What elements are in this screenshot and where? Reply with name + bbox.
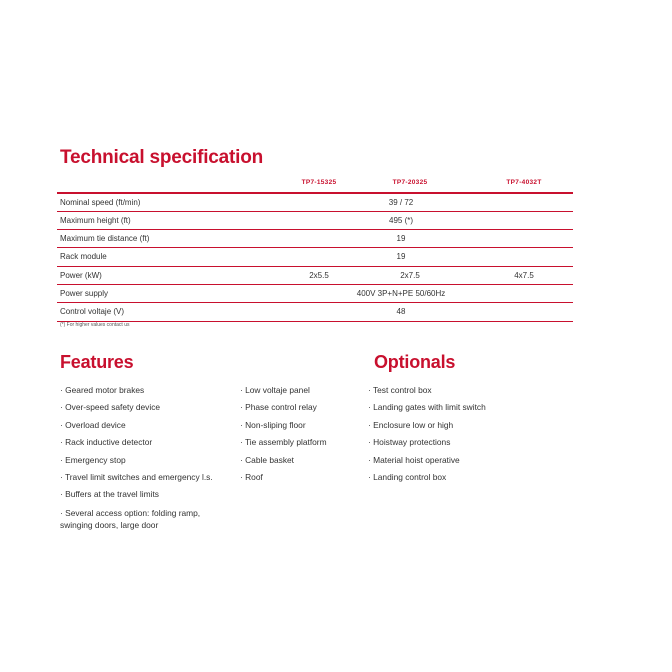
- row-value: 400V 3P+N+PE 50/60Hz: [356, 288, 446, 298]
- row-value: 19: [396, 234, 406, 244]
- list-item: · Buffers at the travel limits: [60, 489, 159, 500]
- list-item: · Cable basket: [240, 454, 294, 465]
- list-item: · Roof: [240, 471, 263, 482]
- row-label: Control voltaje (V): [60, 307, 125, 317]
- list-item: · Travel limit switches and emergency l.s.: [60, 471, 213, 482]
- list-item: · Landing gates with limit switch: [368, 402, 486, 413]
- list-item: · Material hoist operative: [368, 454, 460, 465]
- list-item: · Rack inductive detector: [60, 437, 153, 448]
- list-item: · Non-sliping floor: [240, 419, 306, 430]
- list-item: · Emergency stop: [60, 454, 126, 465]
- page-title: Technical specification: [60, 147, 264, 168]
- row-value: 48: [396, 307, 406, 317]
- list-item: · Phase control relay: [240, 402, 317, 413]
- list-item: · Tie assembly platform: [240, 437, 327, 448]
- features-title: Features: [60, 352, 134, 372]
- list-item: · Test control box: [368, 385, 432, 395]
- optionals-title: Optionals: [374, 352, 456, 372]
- list-item: · Enclosure low or high: [368, 419, 454, 430]
- table-row: [57, 248, 573, 266]
- list-item: · Geared motor brakes: [60, 385, 145, 395]
- row-value: 2x7.5: [400, 270, 420, 280]
- row-value: 495 (*): [388, 215, 414, 225]
- list-item: · Overload device: [60, 419, 126, 430]
- list-item: · Hoistway protections: [368, 437, 451, 448]
- spec-table: [57, 177, 573, 322]
- spec-table-header: [57, 177, 573, 192]
- list-item: · Landing control box: [368, 471, 447, 482]
- features-list-left: [60, 385, 230, 533]
- column-header: TP7-15325: [301, 179, 337, 186]
- table-row: [57, 230, 573, 248]
- row-label: Power supply: [60, 288, 109, 298]
- table-row: [57, 303, 573, 321]
- row-label: Power (kW): [60, 270, 102, 280]
- column-header: TP7-20325: [392, 179, 428, 186]
- column-header: TP7-4032T: [506, 179, 542, 186]
- list-item: · Several access option: folding ramp, swinging doors, large door: [60, 507, 201, 531]
- row-value: 4x7.5: [514, 270, 534, 280]
- optionals-list: [368, 385, 486, 489]
- list-item: · Over-speed safety device: [60, 402, 161, 413]
- row-label: Maximum tie distance (ft): [60, 234, 150, 244]
- table-row: [57, 285, 573, 303]
- features-list-right: [240, 385, 327, 489]
- list-item: · Low voltaje panel: [240, 385, 310, 395]
- row-label: Maximum height (ft): [60, 215, 131, 225]
- row-value: 39 / 72: [388, 197, 414, 207]
- row-label: Nominal speed (ft/min): [60, 197, 141, 207]
- table-row: [57, 212, 573, 230]
- table-footnote: (*) For higher values contact us: [60, 322, 130, 328]
- table-row: [57, 194, 573, 212]
- row-value: 2x5.5: [309, 270, 329, 280]
- table-row: [57, 267, 573, 285]
- row-label: Rack module: [60, 252, 107, 262]
- row-value: 19: [396, 252, 406, 262]
